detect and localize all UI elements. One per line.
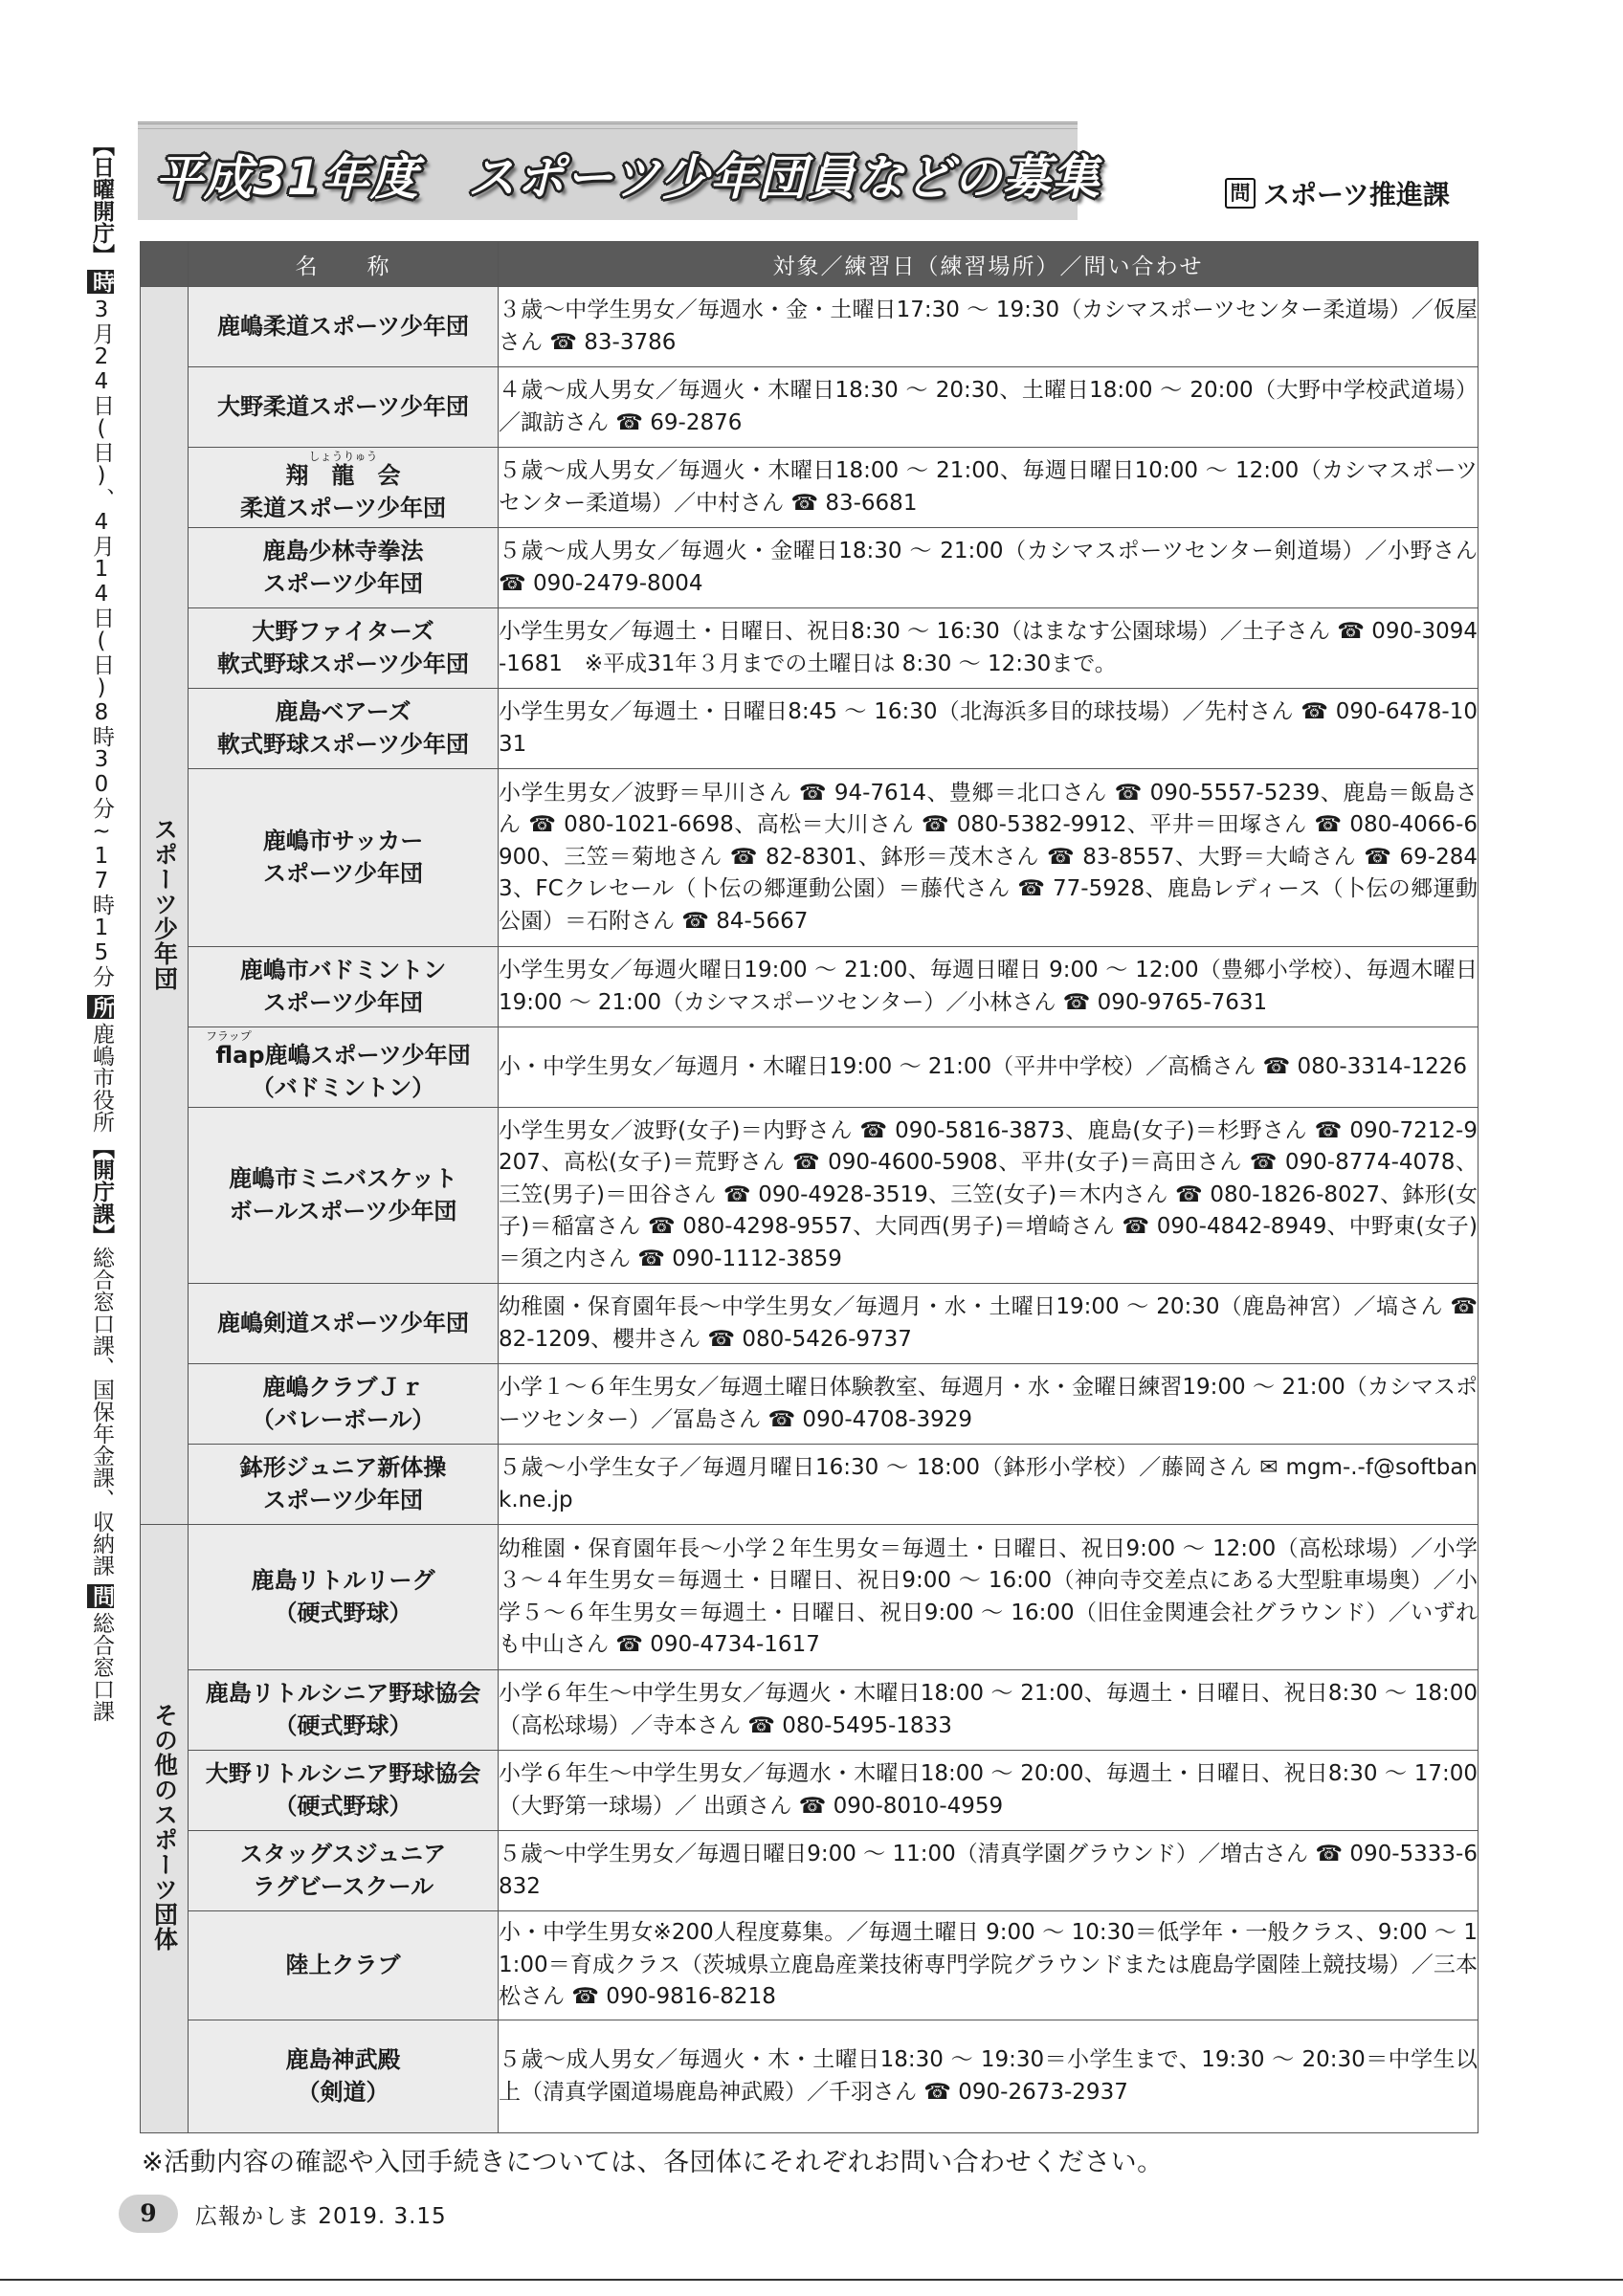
team-details: 幼稚園・保育園年長～小学２年生男女＝毎週土・日曜日、祝日9:00 ～ 12:00（高松球場）／小学３～４年生男女＝毎週土・日曜日、祝日9:00 ～ 16:00（神向寺交差点にある大型駐車場奥）／小学５～６年生男女＝毎週土・日曜日、祝日9:00 ～ 16:00（旧住金関連会社グラウンド）／いずれも中山さん ☎ 090-4734-1617: [499, 1525, 1478, 1670]
team-name-line2: 軟式野球スポーツ少年団: [216, 730, 470, 758]
team-name-line2: 柔道スポーツ少年団: [239, 494, 447, 521]
header-details: 対象／練習日（練習場所）／問い合わせ: [499, 242, 1478, 287]
team-name-line1: 鹿島リトルシニア野球協会: [205, 1680, 481, 1708]
table-row: [141, 689, 1478, 769]
team-name: [189, 947, 499, 1027]
team-name-line1: 鹿嶋クラブＪｒ: [262, 1374, 424, 1402]
team-name-line2: （剣道）: [297, 2078, 389, 2106]
table-row: [141, 2020, 1478, 2133]
department-header: [1225, 176, 1450, 210]
team-name: [189, 1108, 499, 1284]
team-name-line1: 大野リトルシニア野球協会: [205, 1760, 481, 1788]
team-name: [189, 1027, 499, 1108]
team-name-line2: スポーツ少年団: [262, 569, 424, 597]
team-details: ４歳～成人男女／毎週火・木曜日18:30 ～ 20:30、土曜日18:00 ～ 20:00（大野中学校武道場）／諏訪さん ☎ 69-2876: [499, 367, 1478, 448]
table-row: [141, 1525, 1478, 1670]
team-name: 鹿嶋柔道スポーツ少年団: [189, 287, 499, 367]
team-name-line2: スポーツ少年団: [262, 859, 424, 887]
footnote: ※活動内容の確認や入団手続きについては、各団体にそれぞれお問い合わせください。: [142, 2148, 1164, 2177]
bottom-rule: [0, 2279, 1623, 2281]
table-row: [141, 1108, 1478, 1284]
page-number: 9: [119, 2195, 178, 2233]
team-name-line2: （バドミントン）: [251, 1073, 435, 1101]
sunday-open-label: 【日曜開庁】: [88, 134, 114, 266]
table-row: [141, 367, 1478, 448]
category-other: その他のスポーツ団体: [141, 1525, 189, 2133]
team-name-line1: 鹿嶋市サッカー: [262, 828, 424, 855]
team-name: [189, 1525, 499, 1670]
team-name-line1: 大野ファイターズ: [252, 618, 434, 646]
team-name: 陸上クラブ: [189, 1911, 499, 2020]
team-name-ruby: フラップ: [206, 1029, 252, 1044]
team-details: 小学１～６年生男女／毎週土曜日体験教室、毎週月・水・金曜日練習19:00 ～ 21:00（カシマスポーツセンター）／冨島さん ☎ 090-4708-3929: [499, 1364, 1478, 1445]
table-row: [141, 1364, 1478, 1445]
table-row: [141, 1911, 1478, 2020]
table-row: [141, 1027, 1478, 1108]
team-name-line1: 翔 龍 会: [285, 462, 401, 490]
team-details: 幼稚園・保育園年長～中学生男女／毎週月・水・土曜日19:00 ～ 20:30（鹿島神宮）／塙さん ☎ 82-1209、櫻井さん ☎ 080-5426-9737: [499, 1284, 1478, 1364]
team-name-line1: 鹿嶋市ミニバスケット: [229, 1165, 457, 1193]
inquiry-icon: 問: [1225, 178, 1256, 209]
header-name: 名 称: [189, 242, 499, 287]
team-name-line1: 鉢形ジュニア新体操: [239, 1454, 447, 1482]
team-details: ３歳～中学生男女／毎週水・金・土曜日17:30 ～ 19:30（カシマスポーツセンター柔道場）／仮屋さん ☎ 83-3786: [499, 287, 1478, 367]
team-details: ５歳～成人男女／毎週火・木・土曜日18:30 ～ 19:30＝小学生まで、19:30 ～ 20:30＝中学生以上（清真学園道場鹿島神武殿）／千羽さん ☎ 090-2673-2937: [499, 2020, 1478, 2133]
corner-cell: [141, 242, 189, 287]
team-details: 小学６年生～中学生男女／毎週水・木曜日18:00 ～ 20:00、毎週土・日曜日、祝日8:30 ～ 17:00（大野第一球場）／ 出頭さん ☎ 090-8010-4959: [499, 1751, 1478, 1831]
department-name: スポーツ推進課: [1263, 179, 1450, 210]
inquiry-label: 問: [88, 1585, 114, 1607]
time-text: 3月24日(日)、4月14日(日)8時30分~17時15分: [88, 298, 114, 987]
team-name: [189, 1751, 499, 1831]
team-name-line1: 鹿島少林寺拳法: [262, 538, 424, 565]
team-details: ５歳～小学生女子／毎週月曜日16:30 ～ 18:00（鉢形小学校）／藤岡さん ✉ mgm-.-f@softbank.ne.jp: [499, 1445, 1478, 1525]
team-details: 小学生男女／毎週土・日曜日8:45 ～ 16:30（北海浜多目的球技場）／先村さん ☎ 090-6478-1031: [499, 689, 1478, 769]
team-name-line2: 軟式野球スポーツ少年団: [216, 650, 470, 677]
team-name-line1: スタッグスジュニア: [239, 1841, 447, 1868]
team-name-line2: ボールスポーツ少年団: [229, 1197, 457, 1225]
team-name-ruby: しょうりゅう: [308, 450, 378, 464]
team-name: 鹿嶋剣道スポーツ少年団: [189, 1284, 499, 1364]
team-details: ５歳～成人男女／毎週火・木曜日18:00 ～ 21:00、毎週日曜日10:00 ～ 12:00（カシマスポーツセンター柔道場）／中村さん ☎ 83-6681: [499, 448, 1478, 528]
issue-label: 広報かしま 2019. 3.15: [195, 2204, 447, 2229]
table-row: [141, 947, 1478, 1027]
team-details: 小学生男女／波野(女子)＝内野さん ☎ 090-5816-3873、鹿島(女子)＝杉野さん ☎ 090-7212-9207、高松(女子)＝荒野さん ☎ 090-4600-5908、平井(女子)＝高田さん ☎ 090-8774-4078、三笠(男子)＝田谷さん ☎ 090-4928-3519、三笠(女子)＝木内さん ☎ 080-1826-8027、鉢形(女子)＝稲富さん ☎ 080-4298-9557、大同西(男子)＝増崎さん ☎ 090-4842-8949、中野東(女子)＝須之内さん ☎ 090-1112-3859: [499, 1108, 1478, 1284]
table-header-row: [141, 242, 1478, 287]
team-name-line2: （バレーボール）: [251, 1405, 435, 1433]
team-details: 小学生男女／波野＝早川さん ☎ 94-7614、豊郷＝北口さん ☎ 090-5557-5239、鹿島＝飯島さん ☎ 080-1021-6698、高松＝大川さん ☎ 080-5382-9912、平井＝田塚さん ☎ 080-4066-6900、三笠＝菊地さん ☎ 82-8301、鉢形＝茂木さん ☎ 83-8557、大野＝大崎さん ☎ 69-2843、FCクレセール（卜伝の郷運動公園）＝藤代さん ☎ 77-5928、鹿島レディース（卜伝の郷運動公園）＝石附さん ☎ 84-5667: [499, 769, 1478, 947]
team-name: [189, 2020, 499, 2133]
table-row: [141, 1831, 1478, 1911]
table-row: [141, 608, 1478, 689]
title-band: [138, 121, 1101, 220]
table-row: [141, 769, 1478, 947]
table-row: [141, 1284, 1478, 1364]
team-name-line2: （硬式野球）: [274, 1792, 412, 1820]
team-name: [189, 769, 499, 947]
team-name-line1: 鹿嶋市バドミントン: [239, 957, 447, 984]
table-row: [141, 1445, 1478, 1525]
table-row: [141, 287, 1478, 367]
team-details: ５歳～成人男女／毎週火・金曜日18:30 ～ 21:00（カシマスポーツセンター剣道場）／小野さん ☎ 090-2479-8004: [499, 528, 1478, 608]
table-row: [141, 448, 1478, 528]
team-name-line2: スポーツ少年団: [262, 1486, 424, 1513]
team-details: 小学６年生～中学生男女／毎週火・木曜日18:00 ～ 21:00、毎週土・日曜日、祝日8:30 ～ 18:00（高松球場）／寺本さん ☎ 080-5495-1833: [499, 1670, 1478, 1751]
open-dept-label: 【開庁課】: [88, 1137, 114, 1247]
table-row: [141, 1751, 1478, 1831]
category-sports: スポーツ少年団: [141, 287, 189, 1525]
place-text: 鹿嶋市役所: [88, 1023, 114, 1133]
team-name-line2: （硬式野球）: [274, 1599, 412, 1626]
table-row: [141, 1670, 1478, 1751]
team-name: [189, 608, 499, 689]
time-label: 時: [88, 271, 114, 293]
team-name: [189, 1364, 499, 1445]
team-name: [189, 689, 499, 769]
team-details: 小・中学生男女／毎週月・木曜日19:00 ～ 21:00（平井中学校）／高橋さん ☎ 080-3314-1226: [499, 1027, 1478, 1108]
team-name: 大野柔道スポーツ少年団: [189, 367, 499, 448]
team-name: [189, 1445, 499, 1525]
team-name: [189, 1670, 499, 1751]
sunday-office-sidebar: [82, 134, 119, 1726]
team-name: [189, 448, 499, 528]
team-details: 小学生男女／毎週火曜日19:00 ～ 21:00、毎週日曜日 9:00 ～ 12:00（豊郷小学校）、毎週木曜日 19:00 ～ 21:00（カシマスポーツセンター）／小林さん ☎ 090-9765-7631: [499, 947, 1478, 1027]
team-details: ５歳～中学生男女／毎週日曜日9:00 ～ 11:00（清真学園グラウンド）／増古さん ☎ 090-5333-6832: [499, 1831, 1478, 1911]
team-name-line2: ラグビースクール: [252, 1872, 434, 1900]
page-title: 平成31年度 スポーツ少年団員などの募集: [155, 150, 1101, 206]
team-name-line1: 鹿島ベアーズ: [275, 698, 411, 726]
recruitment-table: [140, 241, 1478, 2133]
open-dept-text: 総合窓口課、国保年金課、収納課: [88, 1247, 114, 1577]
team-name-line1: 鹿島神武殿: [285, 2046, 401, 2074]
team-details: 小・中学生男女※200人程度募集。／毎週土曜日 9:00 ～ 10:30＝低学年・一般クラス、9:00 ～ 11:00＝育成クラス（茨城県立鹿島産業技術専門学院グラウンドまたは鹿島学園陸上競技場）／三本松さん ☎ 090-9816-8218: [499, 1911, 1478, 2020]
team-name-line2: スポーツ少年団: [262, 988, 424, 1016]
team-name: [189, 1831, 499, 1911]
inquiry-text: 総合窓口課: [88, 1612, 114, 1722]
team-details: 小学生男女／毎週土・日曜日、祝日8:30 ～ 16:30（はまなす公園球場）／土子さん ☎ 090-3094-1681 ※平成31年３月までの土曜日は 8:30 ～ 12:30まで。: [499, 608, 1478, 689]
place-label: 所: [88, 996, 114, 1018]
team-name-line1: flap鹿嶋スポーツ少年団: [215, 1042, 471, 1070]
table-row: [141, 528, 1478, 608]
team-name-line1: 鹿島リトルリーグ: [251, 1567, 435, 1595]
team-name-line2: （硬式野球）: [274, 1711, 412, 1739]
team-name: [189, 528, 499, 608]
